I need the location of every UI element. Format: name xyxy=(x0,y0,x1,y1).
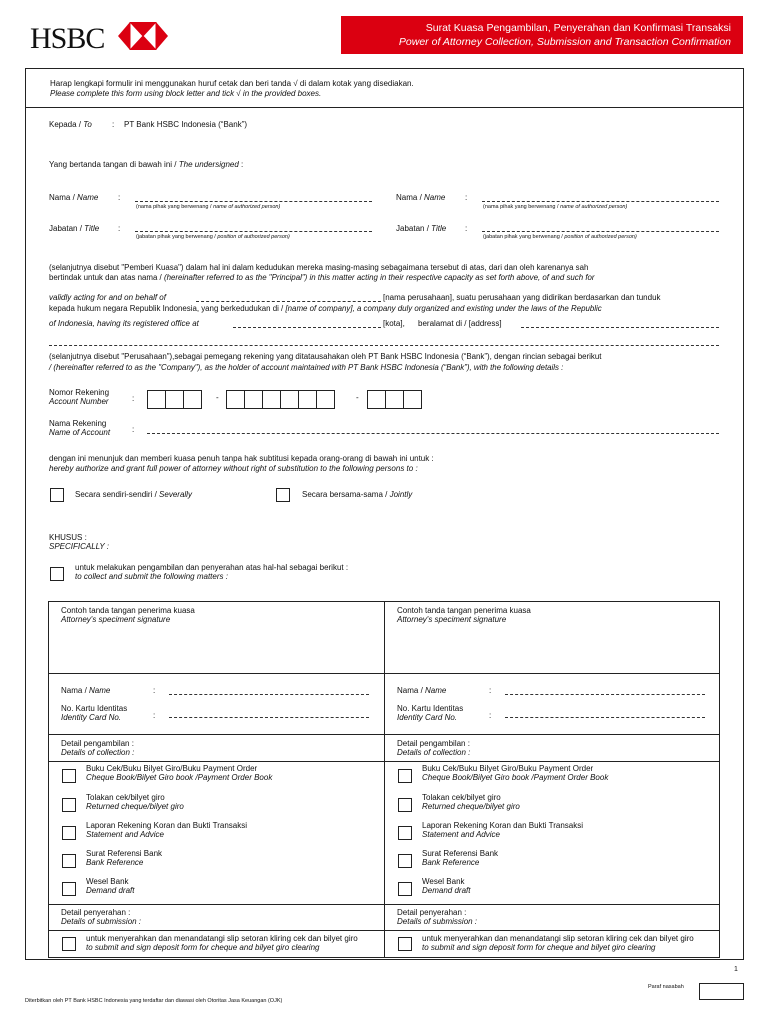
attorney2-collection-checkbox-1[interactable] xyxy=(398,769,412,783)
attorney2-collection-item-2: Tolakan cek/bilyet giro Returned cheque/bilyet giro xyxy=(422,793,520,811)
signer2-title-hint: (jabatan pihak yang berwenang / position of authorized person) xyxy=(483,234,637,240)
principal-line3-en: validly acting for and on behalf of xyxy=(49,293,166,302)
hsbc-logo-text: HSBC xyxy=(30,22,105,55)
attorney2-collection-item-1: Buku Cek/Buku Bilyet Giro/Buku Payment Order Cheque Book/Bilyet Giro book /Payment Order Book xyxy=(422,764,609,782)
attorney2-collection-checkbox-4[interactable] xyxy=(398,854,412,868)
jointly-label: Secara bersama-sama / Jointly xyxy=(302,490,413,499)
attorney1-collection-item-1: Buku Cek/Buku Bilyet Giro/Buku Payment Order Cheque Book/Bilyet Giro book /Payment Order Book xyxy=(86,764,273,782)
signer2-name-hint: (nama pihak yang berwenang / name of authorized person) xyxy=(483,204,628,210)
attorney2-submission-label: Detail penyerahan : Details of submission : xyxy=(397,908,478,926)
city-field[interactable] xyxy=(233,327,381,328)
attorney1-submission-item: untuk menyerahkan dan menandatangi slip setoran kliring cek dan bilyet giro to submit and sign deposit form for cheque and bilyet giro clearing xyxy=(86,934,358,952)
instruction-box xyxy=(25,68,744,108)
signer1-name-label: Nama / Name xyxy=(49,193,99,202)
attorney1-submission-checkbox[interactable] xyxy=(62,937,76,951)
principal-line2: bertindak untuk dan atas nama / (hereinafter referred to as the "Principal") in this matter acting in their respective capacity as set forth above, of and such for xyxy=(49,273,595,282)
attorney1-collection-checkbox-4[interactable] xyxy=(62,854,76,868)
signer1-name-hint: (nama pihak yang berwenang / name of authorized person) xyxy=(136,204,281,210)
attorney2-submission-item: untuk menyerahkan dan menandatangi slip setoran kliring cek dan bilyet giro to submit and sign deposit form for cheque and bilyet giro clearing xyxy=(422,934,694,952)
attorney2-signature-area[interactable] xyxy=(386,626,716,672)
attorney2-signature-label: Contoh tanda tangan penerima kuasa Attorney's speciment signature xyxy=(397,606,531,624)
collect-submit-checkbox[interactable] xyxy=(50,567,64,581)
form-title-id: Surat Kuasa Pengambilan, Penyerahan dan Konfirmasi Transaksi xyxy=(425,22,731,34)
account-name-label: Nama Rekening Name of Account xyxy=(49,419,111,437)
address-field-line2[interactable] xyxy=(49,345,719,346)
colon: : xyxy=(132,394,135,403)
colon: : xyxy=(153,711,156,720)
form-title-banner xyxy=(341,16,743,54)
specifically-title: KHUSUS : SPECIFICALLY : xyxy=(49,533,110,551)
jointly-checkbox[interactable] xyxy=(276,488,290,502)
colon: : xyxy=(465,193,468,202)
principal-line5-en: of Indonesia, having its registered office at xyxy=(49,319,199,328)
colon: : xyxy=(118,224,121,233)
collect-submit-label: untuk melakukan pengambilan dan penyerahan atas hal-hal sebagai berikut : to collect and submit the following matters : xyxy=(75,563,349,581)
colon: : xyxy=(489,686,492,695)
customer-initial-box[interactable] xyxy=(699,983,744,1000)
attorney1-collection-checkbox-5[interactable] xyxy=(62,882,76,896)
attorney1-collection-label: Detail pengambilan : Details of collection : xyxy=(61,739,135,757)
attorney1-collection-item-5: Wesel Bank Demand draft xyxy=(86,877,135,895)
account-number-group3[interactable] xyxy=(367,390,421,411)
page-number: 1 xyxy=(734,966,738,973)
account-name-field[interactable] xyxy=(147,433,719,434)
attorney2-collection-item-4: Surat Referensi Bank Bank Reference xyxy=(422,849,499,867)
attorney2-idcard-label: No. Kartu Identitas Identity Card No. xyxy=(397,704,464,722)
attorney1-collection-checkbox-1[interactable] xyxy=(62,769,76,783)
attorney1-collection-checkbox-3[interactable] xyxy=(62,826,76,840)
account-number-group2[interactable] xyxy=(226,390,334,411)
colon: : xyxy=(118,193,121,202)
form-title-en: Power of Attorney Collection, Submission and Transaction Confirmation xyxy=(398,36,731,48)
colon: : xyxy=(153,686,156,695)
attorney1-idcard-label: No. Kartu Identitas Identity Card No. xyxy=(61,704,128,722)
account-number-group1[interactable] xyxy=(147,390,201,411)
company-line2: / (hereinafter referred to as the "Company"), as the holder of account maintained with PT Bank HSBC Indonesia (“Bank”), with the following details : xyxy=(49,363,564,372)
attorney1-idcard-field[interactable] xyxy=(169,717,369,718)
attorney2-collection-checkbox-5[interactable] xyxy=(398,882,412,896)
colon: : xyxy=(489,711,492,720)
signer1-title-label: Jabatan / Title xyxy=(49,224,100,233)
account-number-label: Nomor Rekening Account Number xyxy=(49,388,110,406)
attorney1-submission-label: Detail penyerahan : Details of submission : xyxy=(61,908,142,926)
principal-line4: kepada hukum negara Republik Indonesia, yang berkedudukan di / [name of company], a company duly organized and existing under the laws of the Republic xyxy=(49,304,602,313)
attorney2-collection-checkbox-3[interactable] xyxy=(398,826,412,840)
severally-checkbox[interactable] xyxy=(50,488,64,502)
principal-line1: (selanjutnya disebut "Pemberi Kuasa") dalam hal ini dalam kedudukan mereka masing-masing sebagaimana tersebut di atas, dari dan oleh karenanya sah xyxy=(49,263,589,272)
attorney2-collection-label: Detail pengambilan : Details of collection : xyxy=(397,739,471,757)
attorney2-name-field[interactable] xyxy=(505,694,705,695)
customer-initial-label: Paraf nasabah xyxy=(648,984,684,990)
attorney1-name-label: Nama / Name xyxy=(61,686,111,695)
attorney2-name-label: Nama / Name xyxy=(397,686,447,695)
attorney1-collection-item-3: Laporan Rekening Koran dan Bukti Transaksi Statement and Advice xyxy=(86,821,247,839)
attorney1-signature-label: Contoh tanda tangan penerima kuasa Attorney's speciment signature xyxy=(61,606,195,624)
undersigned-label: Yang bertanda tangan di bawah ini / The undersigned : xyxy=(49,160,244,169)
severally-label: Secara sendiri-sendiri / Severally xyxy=(75,490,192,499)
attorney2-collection-item-3: Laporan Rekening Koran dan Bukti Transaksi Statement and Advice xyxy=(422,821,583,839)
attorney1-collection-item-2: Tolakan cek/bilyet giro Returned cheque/bilyet giro xyxy=(86,793,184,811)
attorney2-idcard-field[interactable] xyxy=(505,717,705,718)
appoint-line-id: dengan ini menunjuk dan memberi kuasa penuh tanpa hak subtitusi kepada orang-orang di bawah ini untuk : xyxy=(49,454,434,463)
attorney1-collection-item-4: Surat Referensi Bank Bank Reference xyxy=(86,849,163,867)
attorney2-collection-checkbox-2[interactable] xyxy=(398,798,412,812)
separator: - xyxy=(216,393,219,402)
attorney2-submission-checkbox[interactable] xyxy=(398,937,412,951)
signer1-title-hint: (jabatan pihak yang berwenang / position of authorized person) xyxy=(136,234,290,240)
signer2-name-label: Nama / Name xyxy=(396,193,446,202)
signer2-title-label: Jabatan / Title xyxy=(396,224,447,233)
signer1-title-field[interactable] xyxy=(135,231,372,232)
company-name-field[interactable] xyxy=(196,301,381,302)
to-label: Kepada / To xyxy=(49,120,92,129)
issuer-note: Diterbitkan oleh PT Bank HSBC Indonesia yang terdaftar dan diawasi oleh Otoritas Jasa Keuangan (OJK) xyxy=(25,998,283,1004)
principal-line3-id: [nama perusahaan], suatu perusahaan yang didirikan berdasarkan dan tunduk xyxy=(383,293,661,302)
appoint-line-en: hereby authorize and grant full power of attorney without right of substitution to the following persons to : xyxy=(49,464,418,473)
attorney1-signature-area[interactable] xyxy=(50,626,380,672)
to-bank: PT Bank HSBC Indonesia (“Bank”) xyxy=(124,120,248,129)
attorney1-name-field[interactable] xyxy=(169,694,369,695)
attorney1-collection-checkbox-2[interactable] xyxy=(62,798,76,812)
address-field[interactable] xyxy=(521,327,719,328)
hsbc-hexagon-logo-icon xyxy=(118,22,168,50)
colon: : xyxy=(465,224,468,233)
principal-kota: [kota], xyxy=(383,319,405,328)
signer2-name-field[interactable] xyxy=(482,201,719,202)
signer2-title-field[interactable] xyxy=(482,231,719,232)
company-line1: (selanjutnya disebut "Perusahaan"),sebagai pemegang rekening yang ditatausahakan oleh PT Bank HSBC Indonesia (“Bank”), dengan rincian sebagai berikut xyxy=(49,352,602,361)
instruction-id: Harap lengkapi formulir ini menggunakan huruf cetak dan beri tanda √ di dalam kotak yang disediakan. xyxy=(50,79,414,88)
instruction-en: Please complete this form using block letter and tick √ in the provided boxes. xyxy=(50,89,322,98)
attorney2-collection-item-5: Wesel Bank Demand draft xyxy=(422,877,471,895)
to-colon: : xyxy=(112,120,115,129)
separator: - xyxy=(356,393,359,402)
signer1-name-field[interactable] xyxy=(135,201,372,202)
colon: : xyxy=(132,425,135,434)
principal-alamat: beralamat di / [address] xyxy=(418,319,502,328)
